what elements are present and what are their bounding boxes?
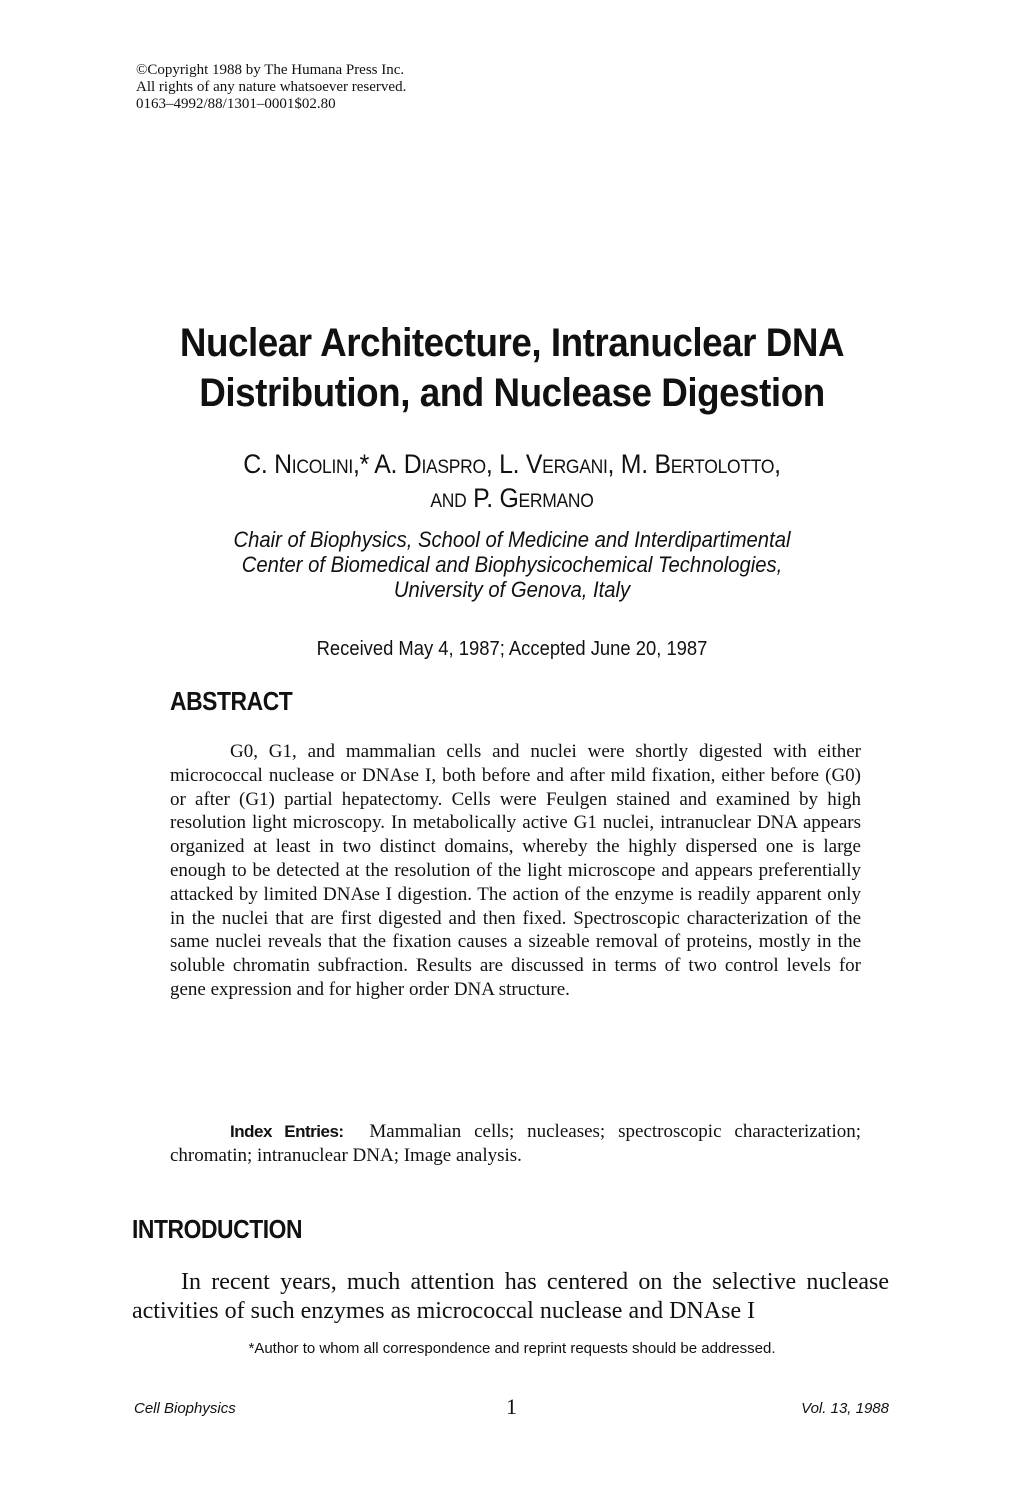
copyright-notice [136,62,406,113]
affiliation-line: Center of Biomedical and Biophysicochemical Technologies, [241,552,783,577]
affiliation-line: University of Genova, Italy [393,577,631,602]
page-number: 1 [506,1394,517,1419]
paper-title [133,318,891,418]
title-line: Distribution, and Nuclease Digestion [199,371,825,415]
received-dates: Received May 4, 1987; Accepted June 20, 1987 [316,638,708,660]
footnote: *Author to whom all correspondence and reprint requests should be addressed. [248,1340,776,1357]
index-entries-label: Index Entries: [230,1122,344,1141]
copyright-line: 0163–4992/88/1301–0001$02.80 [136,96,336,112]
title-line: Nuclear Architecture, Intranuclear DNA [179,321,845,365]
authors-line: and P. Germano [430,483,594,513]
journal-name: Cell Biophysics [134,1400,236,1417]
abstract-heading: ABSTRACT [170,686,293,716]
index-entries-text: Mammalian cells; nucleases; spectroscopic characterization; chromatin; intranuclear DNA; Image analysis. [170,1121,862,1166]
page-footer [134,1394,889,1424]
copyright-line: ©Copyright 1988 by The Humana Press Inc. [136,62,405,78]
volume-info: Vol. 13, 1988 [801,1400,889,1417]
authors-line: C. Nicolini,* A. Diaspro, L. Vergani, M. Bertolotto, [243,449,781,479]
affiliation [133,527,891,602]
index-entries [170,1120,861,1168]
affiliation-line: Chair of Biophysics, School of Medicine and Interdipartimental [233,527,791,552]
introduction-body: In recent years, much attention has centered on the selective nuclease activities of such enzymes as micrococcal nuclease and DNAse I [132,1269,889,1324]
introduction-heading: INTRODUCTION [132,1214,303,1244]
abstract-body: G0, G1, and mammalian cells and nuclei were shortly digested with either micrococcal nuclease or DNAse I, both before and after mild fixation, either before (G0) or after (G1) partial hepatectomy. Cells were Feulgen stained and examined by high resolution light microscopy. In metabolically active G1 nuclei, intranuclear DNA appears organized at least in two distinct domains, whereby the highly dispersed one is large enough to be detected at the resolution of the light microscope and appears preferentially attacked by limited DNAse I digestion. The action of the enzyme is readily apparent only in the nuclei that are first digested and then fixed. Spectroscopic characterization of the same nuclei reveals that the fixation causes a sizeable removal of proteins, mostly in the soluble chromatin subfraction. Results are discussed in terms of two control levels for gene expression and for higher order DNA structure. [170,741,861,1000]
author-list [133,447,891,515]
copyright-line: All rights of any nature whatsoever reserved. [136,79,407,95]
